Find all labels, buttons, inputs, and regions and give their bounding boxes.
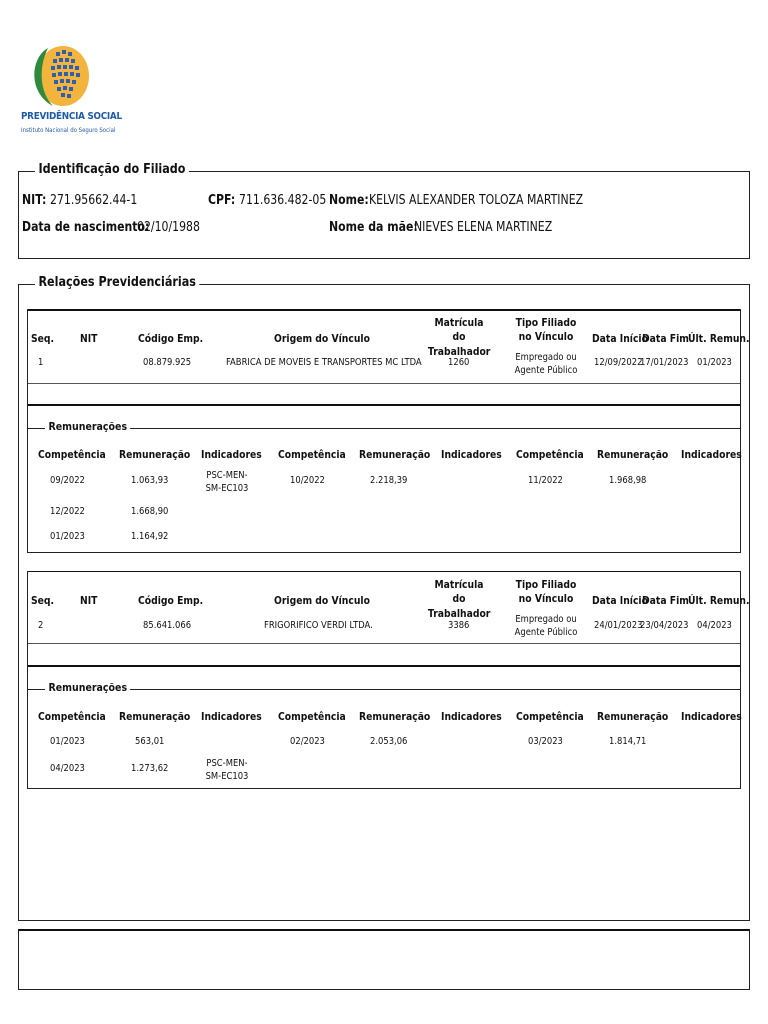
- identificacao-frame: [18, 171, 750, 259]
- vinculo-inicio: 12/09/2022: [594, 357, 643, 368]
- vinculo-matricula: 1260: [448, 357, 470, 368]
- rem-header-indicadores: Indicadores: [201, 710, 262, 723]
- rem-header-remuneracao: Remuneração: [119, 710, 191, 723]
- previdencia-logo-icon: [18, 38, 108, 138]
- rem-valor: 1.273,62: [131, 763, 169, 774]
- rem-competencia: 11/2022: [528, 475, 563, 486]
- header-inicio: Data Início: [592, 332, 648, 345]
- header-codigo: Código Emp.: [138, 332, 204, 345]
- remuneracoes-frame: [28, 689, 740, 690]
- vinculo-divider: [28, 404, 740, 406]
- nascimento-value: 02/10/1988: [137, 220, 200, 235]
- header-tipo: Tipo Filiado no Vínculo: [515, 578, 577, 606]
- rem-competencia: 12/2022: [50, 506, 85, 517]
- mae-value: NIEVES ELENA MARTINEZ: [414, 220, 553, 235]
- rem-valor: 1.164,92: [131, 531, 169, 542]
- rem-header-indicadores: Indicadores: [681, 710, 742, 723]
- rem-header-competencia: Competência: [278, 710, 346, 723]
- rem-header-indicadores: Indicadores: [441, 448, 502, 461]
- header-origem: Origem do Vínculo: [274, 332, 370, 345]
- rem-valor: 1.063,93: [131, 475, 169, 486]
- rem-header-competencia: Competência: [516, 448, 584, 461]
- header-origem: Origem do Vínculo: [274, 594, 370, 607]
- rem-header-competencia: Competência: [38, 448, 106, 461]
- rem-header-remuneracao: Remuneração: [597, 448, 669, 461]
- rem-valor: 1.814,71: [609, 736, 647, 747]
- vinculo-seq: 1: [38, 357, 44, 368]
- header-seq: Seq.: [31, 594, 55, 607]
- vinculo-matricula: 3386: [448, 620, 470, 631]
- cpf-value: 711.636.482-05: [239, 193, 327, 208]
- rem-competencia: 10/2022: [290, 475, 325, 486]
- vinculo-ult: 04/2023: [697, 620, 732, 631]
- rem-valor: 1.668,90: [131, 506, 169, 517]
- header-matricula: Matrícula do Trabalhador: [427, 316, 491, 358]
- vinculo-inicio: 24/01/2023: [594, 620, 643, 631]
- remuneracoes-legend: Remunerações: [45, 420, 131, 433]
- vinculo-fim: 23/04/2023: [640, 620, 689, 631]
- rem-header-remuneracao: Remuneração: [597, 710, 669, 723]
- header-matricula: Matrícula do Trabalhador: [427, 578, 491, 620]
- rem-competencia: 02/2023: [290, 736, 325, 747]
- vinculo-codigo: 85.641.066: [143, 620, 192, 631]
- rem-header-remuneracao: Remuneração: [359, 710, 431, 723]
- vinculo-top-rule-1: [28, 309, 740, 311]
- mae-label: Nome da mãe:: [329, 220, 418, 235]
- rem-header-indicadores: Indicadores: [441, 710, 502, 723]
- vinculo-tipo: Empregado ou Agente Público: [514, 352, 578, 376]
- header-fim: Data Fim: [642, 594, 689, 607]
- header-ult: Últ. Remun.: [688, 332, 750, 345]
- rem-competencia: 03/2023: [528, 736, 563, 747]
- identificacao-legend: Identificação do Filiado: [35, 162, 189, 177]
- vinculo-ult: 01/2023: [697, 357, 732, 368]
- header-seq: Seq.: [31, 332, 55, 345]
- nome-value: KELVIS ALEXANDER TOLOZA MARTINEZ: [369, 193, 584, 208]
- relacoes-legend: Relações Previdenciárias: [35, 275, 199, 290]
- vinculo-divider: [28, 383, 740, 384]
- vinculo-tipo: Empregado ou Agente Público: [514, 614, 578, 638]
- rem-header-indicadores: Indicadores: [201, 448, 262, 461]
- header-nit: NIT: [80, 594, 98, 607]
- logo-subtitle: Instituto Nacional do Seguro Social: [21, 127, 116, 134]
- rem-valor: 2.218,39: [370, 475, 408, 486]
- vinculo-origem: FRIGORIFICO VERDI LTDA.: [264, 620, 373, 631]
- rem-competencia: 04/2023: [50, 763, 85, 774]
- nit-value: 271.95662.44-1: [50, 193, 138, 208]
- rem-competencia: 09/2022: [50, 475, 85, 486]
- rem-valor: 2.053,06: [370, 736, 408, 747]
- rem-indicadores: PSC-MEN-SM-EC103: [205, 758, 249, 782]
- nit-label: NIT:: [22, 193, 47, 208]
- rem-header-remuneracao: Remuneração: [359, 448, 431, 461]
- nascimento-label: Data de nascimento:: [22, 220, 150, 235]
- vinculo-codigo: 08.879.925: [143, 357, 192, 368]
- rem-header-remuneracao: Remuneração: [119, 448, 191, 461]
- rem-valor: 563,01: [135, 736, 165, 747]
- header-ult: Últ. Remun.: [688, 594, 750, 607]
- vinculo-divider: [28, 665, 740, 667]
- vinculo-seq: 2: [38, 620, 44, 631]
- vinculo-top-rule-2: [28, 571, 740, 572]
- footer-box: [18, 929, 750, 990]
- header-fim: Data Fim: [642, 332, 689, 345]
- header-inicio: Data Início: [592, 594, 648, 607]
- remuneracoes-frame: [28, 428, 740, 429]
- cpf-label: CPF:: [208, 193, 236, 208]
- header-codigo: Código Emp.: [138, 594, 204, 607]
- header-tipo: Tipo Filiado no Vínculo: [515, 316, 577, 344]
- rem-header-competencia: Competência: [38, 710, 106, 723]
- rem-header-competencia: Competência: [278, 448, 346, 461]
- logo-title: PREVIDÊNCIA SOCIAL: [21, 111, 122, 122]
- rem-header-indicadores: Indicadores: [681, 448, 742, 461]
- vinculo-fim: 17/01/2023: [640, 357, 689, 368]
- rem-competencia: 01/2023: [50, 531, 85, 542]
- header-nit: NIT: [80, 332, 98, 345]
- rem-header-competencia: Competência: [516, 710, 584, 723]
- remuneracoes-legend: Remunerações: [45, 681, 131, 694]
- vinculo-origem: FABRICA DE MOVEIS E TRANSPORTES MC LTDA: [226, 357, 422, 368]
- vinculo-divider: [28, 643, 740, 644]
- rem-competencia: 01/2023: [50, 736, 85, 747]
- rem-valor: 1.968,98: [609, 475, 647, 486]
- nome-label: Nome:: [329, 193, 369, 208]
- rem-indicadores: PSC-MEN-SM-EC103: [205, 470, 249, 494]
